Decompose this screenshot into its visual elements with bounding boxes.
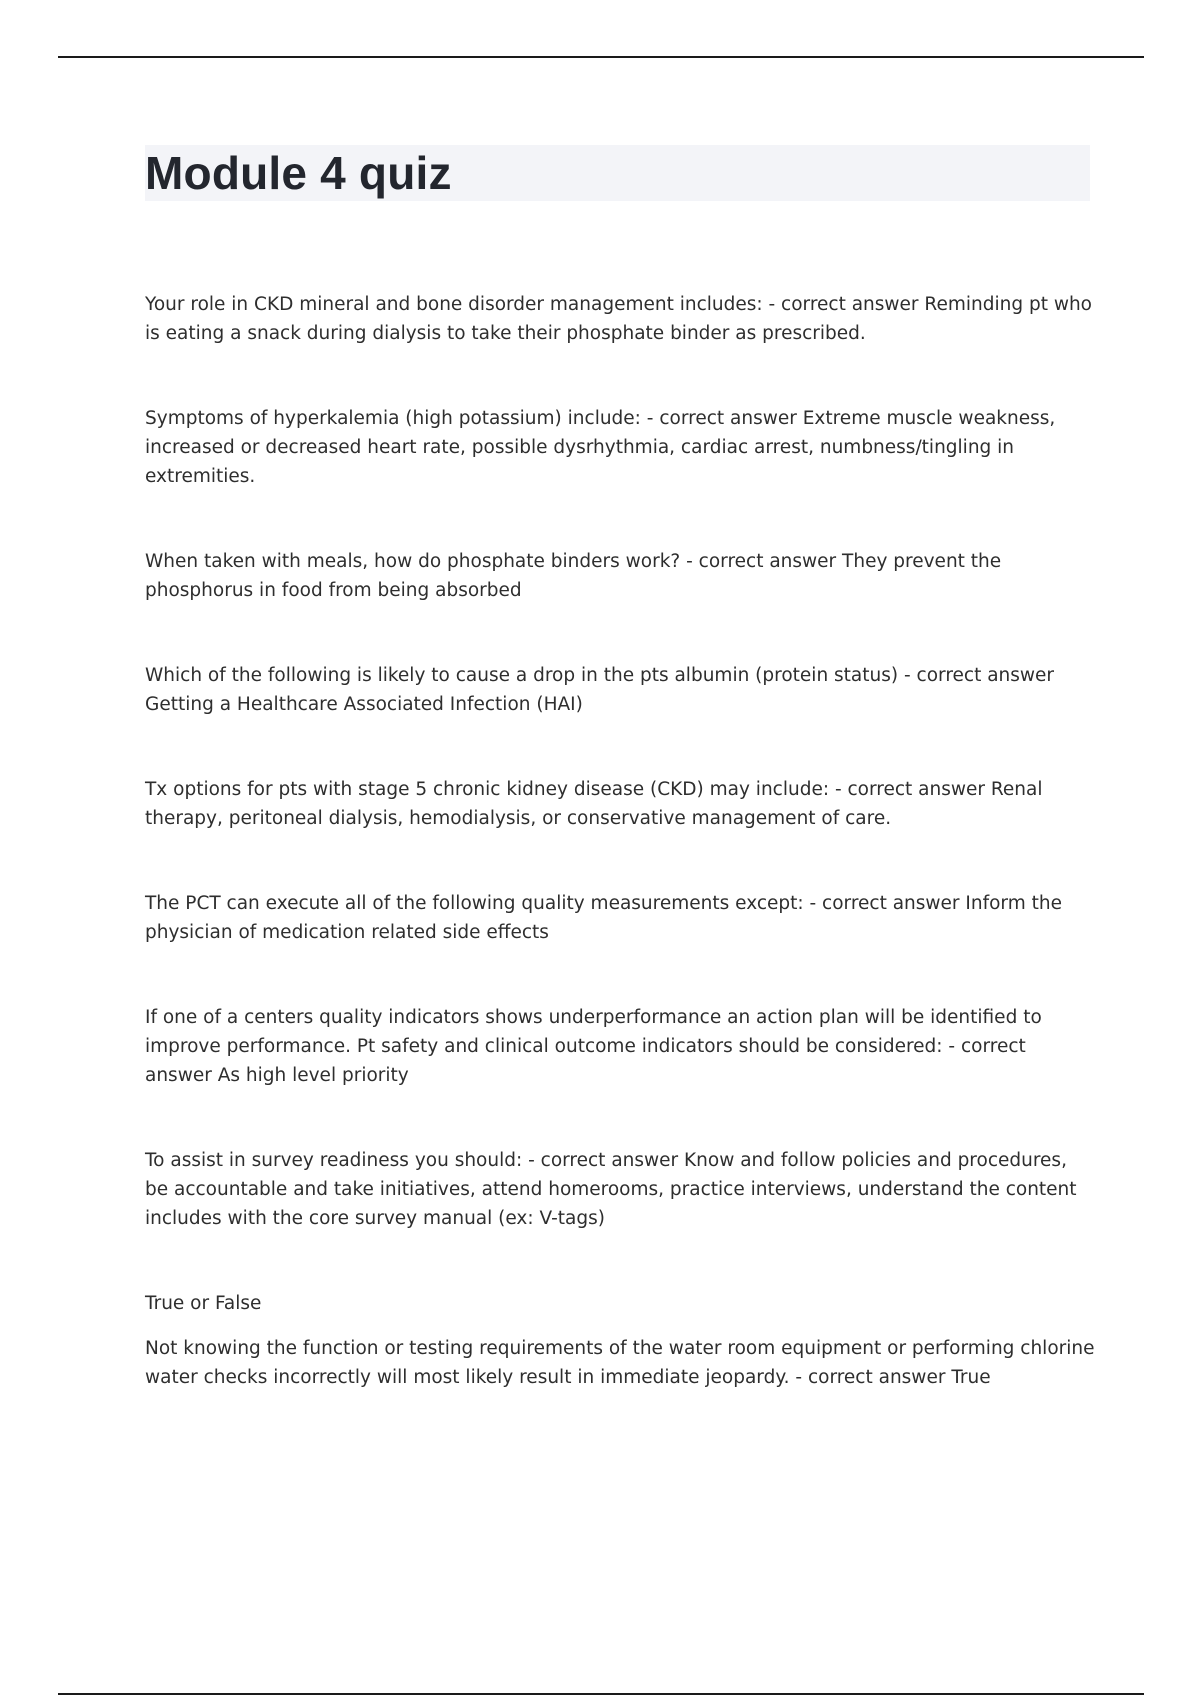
answer-text: Know and follow policies and procedures, be accountable and take initiatives, attend homerooms, practice interviews, understand the content includes with the core survey manual (ex: V-tags) bbox=[145, 1150, 1077, 1229]
qa-item-true-false bbox=[145, 1334, 1095, 1392]
answer-separator: - correct answer bbox=[803, 893, 966, 914]
answer-text: Extreme muscle weakness, increased or decreased heart rate, possible dysrhythmia, cardiac arrest, numbness/tingling in extremities. bbox=[145, 408, 1056, 487]
answer-text: True bbox=[951, 1367, 991, 1388]
answer-separator: - correct answer bbox=[898, 665, 1055, 686]
question-text: If one of a centers quality indicators shows underperformance an action plan will be identified to improve performance. Pt safety and clinical outcome indicators should be considered: bbox=[145, 1007, 1042, 1057]
answer-separator: - correct answer bbox=[829, 779, 991, 800]
question-text: Tx options for pts with stage 5 chronic kidney disease (CKD) may include: bbox=[145, 779, 830, 800]
qa-item-8 bbox=[145, 1146, 1095, 1233]
qa-item-4 bbox=[145, 661, 1095, 719]
answer-separator: - correct answer bbox=[522, 1150, 685, 1171]
question-text: Your role in CKD mineral and bone disorder management includes: bbox=[145, 294, 763, 315]
qa-item-1 bbox=[145, 290, 1095, 348]
answer-text: As high level priority bbox=[217, 1065, 409, 1086]
answer-text: Reminding pt who is eating a snack during dialysis to take their phosphate binder as prescribed. bbox=[145, 294, 1092, 344]
top-rule bbox=[58, 56, 1144, 58]
question-text: Which of the following is likely to cause a drop in the pts albumin (protein status) bbox=[145, 665, 899, 686]
answer-text: Getting a Healthcare Associated Infection (HAI) bbox=[145, 694, 583, 715]
answer-separator: - correct answer bbox=[145, 1036, 1026, 1086]
question-text: Symptoms of hyperkalemia (high potassium) include: bbox=[145, 408, 641, 429]
quiz-content bbox=[145, 290, 1095, 1448]
question-text: Not knowing the function or testing requirements of the water room equipment or performing chlorine water checks incorrectly will most likely result in immediate jeopardy. bbox=[145, 1338, 1095, 1388]
answer-separator: - correct answer bbox=[640, 408, 803, 429]
qa-item-5 bbox=[145, 775, 1095, 833]
answer-separator: - correct answer bbox=[762, 294, 925, 315]
question-text: The PCT can execute all of the following quality measurements except: bbox=[145, 893, 804, 914]
answer-separator: - correct answer bbox=[680, 551, 843, 572]
answer-text: Inform the physician of medication related side effects bbox=[145, 893, 1062, 943]
qa-item-2 bbox=[145, 404, 1095, 491]
answer-separator: - correct answer bbox=[789, 1367, 952, 1388]
qa-item-3 bbox=[145, 547, 1095, 605]
bottom-rule bbox=[58, 1693, 1144, 1695]
question-text: When taken with meals, how do phosphate binders work? bbox=[145, 551, 681, 572]
page-title: Module 4 quiz bbox=[145, 147, 452, 199]
question-text: To assist in survey readiness you should: bbox=[145, 1150, 523, 1171]
qa-item-7 bbox=[145, 1003, 1095, 1090]
qa-item-6 bbox=[145, 889, 1095, 947]
answer-text: Renal therapy, peritoneal dialysis, hemodialysis, or conservative management of care. bbox=[145, 779, 1043, 829]
answer-text: They prevent the phosphorus in food from being absorbed bbox=[145, 551, 1002, 601]
true-false-label: True or False bbox=[145, 1293, 262, 1314]
